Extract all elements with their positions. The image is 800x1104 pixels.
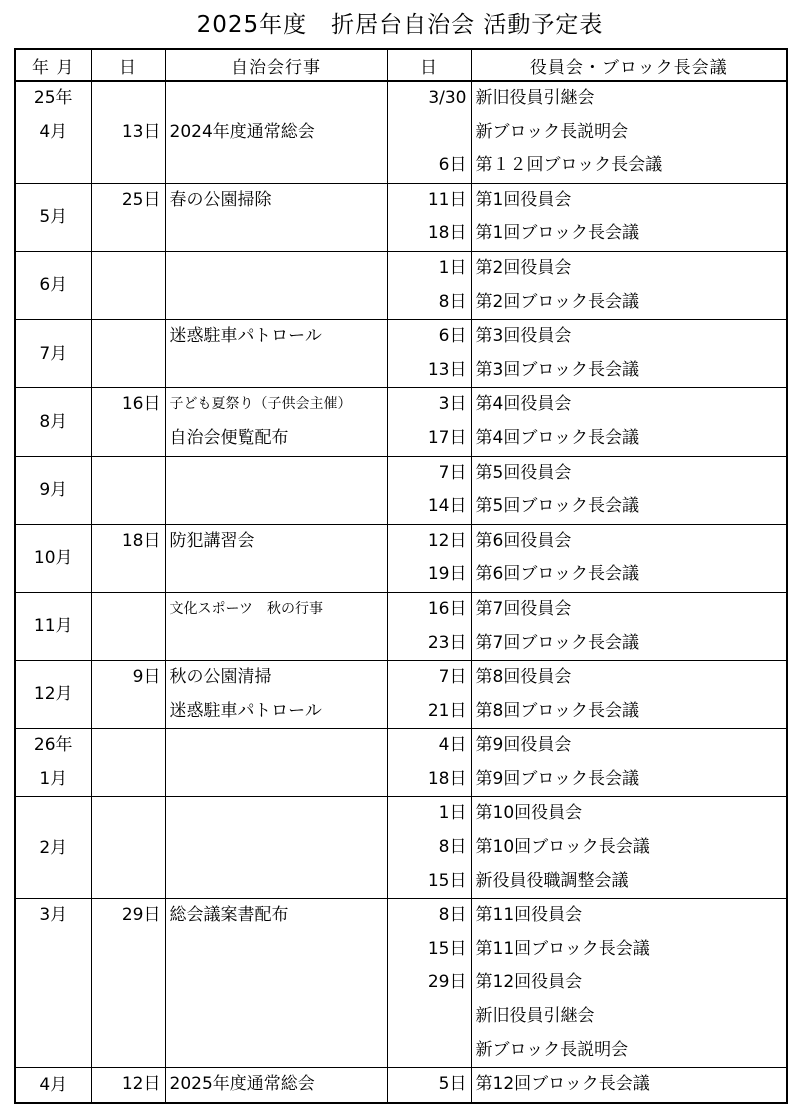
table-row [15, 763, 787, 797]
event-cell [165, 217, 387, 251]
header-month: 年 月 [15, 49, 91, 81]
header-row [15, 49, 787, 81]
meeting-day-cell: 29日 [387, 966, 471, 1000]
month-cell: 11月 [15, 592, 91, 660]
table-row [15, 695, 787, 729]
meeting-day-cell: 3日 [387, 388, 471, 422]
month-cell: 6月 [15, 251, 91, 319]
meeting-cell: 第3回ブロック長会議 [471, 354, 787, 388]
meeting-cell: 第12回ブロック長会議 [471, 1068, 787, 1103]
event-day-cell [91, 81, 165, 116]
event-cell: 2025年度通常総会 [165, 1068, 387, 1103]
meeting-day-cell: 18日 [387, 763, 471, 797]
table-row [15, 933, 787, 967]
meeting-cell: 第9回ブロック長会議 [471, 763, 787, 797]
meeting-day-cell: 1日 [387, 797, 471, 831]
month-cell [15, 729, 91, 797]
table-row [15, 183, 787, 217]
event-cell [165, 865, 387, 899]
meeting-cell: 第6回役員会 [471, 524, 787, 558]
header-meeting: 役員会・ブロック長会議 [471, 49, 787, 81]
event-cell [165, 354, 387, 388]
meeting-day-cell: 5日 [387, 1068, 471, 1103]
event-day-cell [91, 865, 165, 899]
table-row [15, 797, 787, 831]
table-row [15, 899, 787, 933]
event-day-cell [91, 251, 165, 285]
schedule-table [14, 48, 788, 1104]
month-cell: 9月 [15, 456, 91, 524]
event-cell [165, 933, 387, 967]
event-day-cell [91, 354, 165, 388]
table-row [15, 354, 787, 388]
event-day-cell [91, 149, 165, 183]
table-row [15, 149, 787, 183]
meeting-day-cell: 15日 [387, 933, 471, 967]
meeting-cell: 第1回役員会 [471, 183, 787, 217]
event-day-cell [91, 422, 165, 456]
event-day-cell [91, 627, 165, 661]
event-cell: 子ども夏祭り（子供会主催） [165, 388, 387, 422]
event-cell [165, 558, 387, 592]
event-day-cell [91, 217, 165, 251]
event-day-cell [91, 320, 165, 354]
event-cell [165, 627, 387, 661]
table-row [15, 966, 787, 1000]
event-day-cell [91, 729, 165, 763]
meeting-day-cell: 14日 [387, 490, 471, 524]
meeting-cell: 新役員役職調整会議 [471, 865, 787, 899]
meeting-day-cell: 11日 [387, 183, 471, 217]
table-row [15, 286, 787, 320]
meeting-cell: 第8回役員会 [471, 661, 787, 695]
month-cell: 12月 [15, 661, 91, 729]
event-cell: 防犯講習会 [165, 524, 387, 558]
table-row [15, 490, 787, 524]
meeting-day-cell: 16日 [387, 592, 471, 626]
month-cell: 4月 [15, 1068, 91, 1103]
month-cell: 5月 [15, 183, 91, 251]
event-cell [165, 1000, 387, 1034]
meeting-cell: 新旧役員引継会 [471, 1000, 787, 1034]
meeting-cell: 第11回役員会 [471, 899, 787, 933]
table-row [15, 217, 787, 251]
event-day-cell: 12日 [91, 1068, 165, 1103]
table-row [15, 116, 787, 150]
event-day-cell [91, 558, 165, 592]
event-cell [165, 729, 387, 763]
month-cell [15, 81, 91, 183]
schedule-body [15, 81, 787, 1103]
event-cell: 自治会便覧配布 [165, 422, 387, 456]
event-cell [165, 81, 387, 116]
month-cell: 10月 [15, 524, 91, 592]
meeting-day-cell: 8日 [387, 899, 471, 933]
table-row [15, 592, 787, 626]
table-row [15, 456, 787, 490]
page-title: 2025年度 折居台自治会 活動予定表 [196, 12, 604, 38]
meeting-day-cell [387, 1034, 471, 1068]
month-cell: 2月 [15, 797, 91, 899]
event-cell: 文化スポーツ 秋の行事 [165, 592, 387, 626]
meeting-cell: 第7回ブロック長会議 [471, 627, 787, 661]
month-line: 25年 [33, 88, 73, 108]
event-cell [165, 286, 387, 320]
event-day-cell [91, 286, 165, 320]
month-cell: 7月 [15, 320, 91, 388]
event-cell: 春の公園掃除 [165, 183, 387, 217]
table-row [15, 320, 787, 354]
meeting-cell: 第5回ブロック長会議 [471, 490, 787, 524]
meeting-cell: 第8回ブロック長会議 [471, 695, 787, 729]
meeting-day-cell: 17日 [387, 422, 471, 456]
event-cell: 迷惑駐車パトロール [165, 320, 387, 354]
meeting-day-cell: 6日 [387, 149, 471, 183]
event-day-cell [91, 797, 165, 831]
table-row [15, 831, 787, 865]
meeting-cell: 第3回役員会 [471, 320, 787, 354]
meeting-day-cell: 8日 [387, 831, 471, 865]
meeting-cell: 新ブロック長説明会 [471, 116, 787, 150]
month-cell: 8月 [15, 388, 91, 456]
event-cell: 2024年度通常総会 [165, 116, 387, 150]
meeting-day-cell: 6日 [387, 320, 471, 354]
event-cell [165, 149, 387, 183]
table-row [15, 251, 787, 285]
meeting-day-cell: 21日 [387, 695, 471, 729]
event-day-cell [91, 1000, 165, 1034]
event-day-cell [91, 490, 165, 524]
event-cell: 秋の公園清掃 [165, 661, 387, 695]
table-row [15, 1034, 787, 1068]
table-row [15, 865, 787, 899]
header-event: 自治会行事 [165, 49, 387, 81]
meeting-day-cell: 19日 [387, 558, 471, 592]
event-day-cell [91, 695, 165, 729]
event-day-cell: 13日 [91, 116, 165, 150]
table-row [15, 1068, 787, 1103]
table-row [15, 1000, 787, 1034]
event-day-cell: 29日 [91, 899, 165, 933]
meeting-cell: 新ブロック長説明会 [471, 1034, 787, 1068]
meeting-day-cell: 12日 [387, 524, 471, 558]
event-day-cell [91, 763, 165, 797]
meeting-day-cell: 13日 [387, 354, 471, 388]
event-cell [165, 490, 387, 524]
event-cell: 迷惑駐車パトロール [165, 695, 387, 729]
meeting-day-cell: 1日 [387, 251, 471, 285]
meeting-cell: 第4回役員会 [471, 388, 787, 422]
event-cell [165, 831, 387, 865]
event-day-cell [91, 456, 165, 490]
meeting-cell: 第11回ブロック長会議 [471, 933, 787, 967]
event-cell [165, 456, 387, 490]
month-line: 26年 [33, 735, 73, 756]
month-line: 4月 [39, 121, 68, 142]
event-day-cell: 18日 [91, 524, 165, 558]
meeting-cell: 新旧役員引継会 [471, 81, 787, 116]
meeting-cell: 第7回役員会 [471, 592, 787, 626]
event-day-cell [91, 933, 165, 967]
event-day-cell [91, 831, 165, 865]
header-event-day: 日 [91, 49, 165, 81]
meeting-cell: 第10回役員会 [471, 797, 787, 831]
table-row [15, 388, 787, 422]
meeting-cell: 第2回ブロック長会議 [471, 286, 787, 320]
event-day-cell: 25日 [91, 183, 165, 217]
table-row [15, 729, 787, 763]
event-day-cell [91, 592, 165, 626]
event-day-cell [91, 1034, 165, 1068]
meeting-day-cell [387, 1000, 471, 1034]
meeting-day-cell: 15日 [387, 865, 471, 899]
table-row [15, 81, 787, 116]
month-line: 1月 [39, 768, 68, 789]
event-cell [165, 966, 387, 1000]
meeting-day-cell: 7日 [387, 661, 471, 695]
meeting-cell: 第5回役員会 [471, 456, 787, 490]
meeting-cell: 第6回ブロック長会議 [471, 558, 787, 592]
meeting-cell: 第１２回ブロック長会議 [471, 149, 787, 183]
event-cell [165, 763, 387, 797]
event-cell: 総会議案書配布 [165, 899, 387, 933]
table-row [15, 661, 787, 695]
event-cell [165, 797, 387, 831]
table-row [15, 524, 787, 558]
meeting-cell: 第9回役員会 [471, 729, 787, 763]
event-day-cell: 9日 [91, 661, 165, 695]
meeting-day-cell [387, 116, 471, 150]
meeting-cell: 第4回ブロック長会議 [471, 422, 787, 456]
month-cell: 3月 [15, 899, 91, 1068]
table-row [15, 422, 787, 456]
table-row [15, 627, 787, 661]
meeting-day-cell: 7日 [387, 456, 471, 490]
header-meeting-day: 日 [387, 49, 471, 81]
meeting-cell: 第10回ブロック長会議 [471, 831, 787, 865]
table-row [15, 558, 787, 592]
event-day-cell: 16日 [91, 388, 165, 422]
meeting-day-cell: 8日 [387, 286, 471, 320]
meeting-cell: 第1回ブロック長会議 [471, 217, 787, 251]
meeting-cell: 第12回役員会 [471, 966, 787, 1000]
meeting-day-cell: 4日 [387, 729, 471, 763]
meeting-day-cell: 3/30 [387, 81, 471, 116]
meeting-cell: 第2回役員会 [471, 251, 787, 285]
event-day-cell [91, 966, 165, 1000]
event-cell [165, 251, 387, 285]
meeting-day-cell: 23日 [387, 627, 471, 661]
event-cell [165, 1034, 387, 1068]
meeting-day-cell: 18日 [387, 217, 471, 251]
